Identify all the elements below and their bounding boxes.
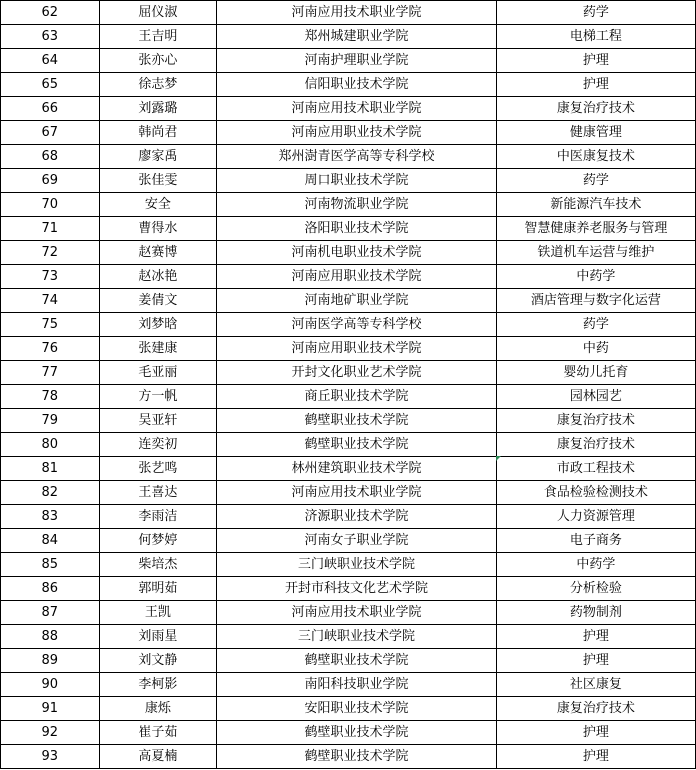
major-name-cell[interactable]: 护理 (496, 625, 695, 649)
major-name-cell[interactable]: 药学 (496, 169, 695, 193)
student-name-cell[interactable]: 崔子茹 (99, 721, 217, 745)
row-number-cell[interactable]: 84 (1, 529, 100, 553)
major-name-cell[interactable]: 护理 (496, 721, 695, 745)
student-name-cell[interactable]: 毛亚丽 (99, 361, 217, 385)
major-name-cell[interactable]: 分析检验 (496, 577, 695, 601)
major-name-cell[interactable]: 酒店管理与数字化运营 (496, 289, 695, 313)
student-name-cell[interactable]: 刘雨星 (99, 625, 217, 649)
major-name-cell[interactable]: 园林园艺 (496, 385, 695, 409)
major-name-cell[interactable]: 电梯工程 (496, 25, 695, 49)
school-name-cell[interactable]: 开封文化职业艺术学院 (217, 361, 497, 385)
student-name-cell[interactable]: 郭明茹 (99, 577, 217, 601)
student-name-cell[interactable]: 方一帆 (99, 385, 217, 409)
school-name-cell[interactable]: 南阳科技职业学院 (217, 673, 497, 697)
school-name-cell[interactable]: 河南护理职业学院 (217, 49, 497, 73)
major-name-cell[interactable]: 药学 (496, 313, 695, 337)
row-number-cell[interactable]: 90 (1, 673, 100, 697)
table-row (1, 265, 696, 289)
row-number-cell[interactable]: 67 (1, 121, 100, 145)
major-name-cell[interactable]: 护理 (496, 649, 695, 673)
table-row (1, 697, 696, 721)
school-name-cell[interactable]: 济源职业技术学院 (217, 505, 497, 529)
row-number-cell[interactable]: 66 (1, 97, 100, 121)
major-name-cell[interactable]: 康复治疗技术 (496, 409, 695, 433)
student-name-cell[interactable]: 张艺鸣 (99, 457, 217, 481)
student-name-cell[interactable]: 安全 (99, 193, 217, 217)
major-name-cell[interactable]: 中医康复技术 (496, 145, 695, 169)
table-row (1, 25, 696, 49)
student-name-cell[interactable]: 李柯影 (99, 673, 217, 697)
row-number-cell[interactable]: 81 (1, 457, 100, 481)
row-number-cell[interactable]: 82 (1, 481, 100, 505)
table-row (1, 457, 696, 481)
table-row (1, 385, 696, 409)
row-number-cell[interactable]: 91 (1, 697, 100, 721)
roster-body (1, 1, 696, 769)
row-number-cell[interactable]: 83 (1, 505, 100, 529)
school-name-cell[interactable]: 开封市科技文化艺术学院 (217, 577, 497, 601)
table-row (1, 241, 696, 265)
school-name-cell[interactable]: 河南物流职业学院 (217, 193, 497, 217)
student-name-cell[interactable]: 康烁 (99, 697, 217, 721)
student-name-cell[interactable]: 赵赛博 (99, 241, 217, 265)
school-name-cell[interactable]: 洛阳职业技术学院 (217, 217, 497, 241)
school-name-cell[interactable]: 河南应用技术职业学院 (217, 481, 497, 505)
major-name-cell[interactable]: 药物制剂 (496, 601, 695, 625)
major-name-cell[interactable]: 婴幼儿托育 (496, 361, 695, 385)
school-name-cell[interactable]: 河南机电职业技术学院 (217, 241, 497, 265)
table-row (1, 481, 696, 505)
table-row (1, 169, 696, 193)
row-number-cell[interactable]: 89 (1, 649, 100, 673)
table-row (1, 505, 696, 529)
school-name-cell[interactable]: 信阳职业技术学院 (217, 73, 497, 97)
student-name-cell[interactable]: 张建康 (99, 337, 217, 361)
row-number-cell[interactable]: 74 (1, 289, 100, 313)
table-row (1, 193, 696, 217)
student-name-cell[interactable]: 赵冰艳 (99, 265, 217, 289)
major-name-cell[interactable]: 药学 (496, 1, 695, 25)
row-number-cell[interactable]: 68 (1, 145, 100, 169)
table-row (1, 745, 696, 769)
school-name-cell[interactable]: 河南应用职业技术学院 (217, 265, 497, 289)
student-name-cell[interactable]: 姜倩文 (99, 289, 217, 313)
row-number-cell[interactable]: 85 (1, 553, 100, 577)
table-row (1, 337, 696, 361)
table-row (1, 97, 696, 121)
row-number-cell[interactable]: 88 (1, 625, 100, 649)
school-name-cell[interactable]: 鹤壁职业技术学院 (217, 433, 497, 457)
major-name-cell[interactable]: 康复治疗技术 (496, 97, 695, 121)
student-name-cell[interactable]: 徐志梦 (99, 73, 217, 97)
major-name-cell[interactable]: 康复治疗技术 (496, 697, 695, 721)
student-name-cell[interactable]: 王吉明 (99, 25, 217, 49)
school-name-cell[interactable]: 郑州澍青医学高等专科学校 (217, 145, 497, 169)
student-name-cell[interactable]: 张佳雯 (99, 169, 217, 193)
major-name-cell[interactable]: 护理 (496, 73, 695, 97)
table-row (1, 553, 696, 577)
school-name-cell[interactable]: 林州建筑职业技术学院 (217, 457, 497, 481)
row-number-cell[interactable]: 69 (1, 169, 100, 193)
major-name-cell[interactable]: 康复治疗技术 (496, 433, 695, 457)
major-name-cell[interactable]: 社区康复 (496, 673, 695, 697)
major-name-cell[interactable]: 护理 (496, 49, 695, 73)
row-number-cell[interactable]: 65 (1, 73, 100, 97)
row-number-cell[interactable]: 75 (1, 313, 100, 337)
row-number-cell[interactable]: 62 (1, 1, 100, 25)
table-row (1, 361, 696, 385)
row-number-cell[interactable]: 72 (1, 241, 100, 265)
major-name-cell[interactable]: 新能源汽车技术 (496, 193, 695, 217)
student-name-cell[interactable]: 张亦心 (99, 49, 217, 73)
table-row (1, 529, 696, 553)
school-name-cell[interactable]: 三门峡职业技术学院 (217, 625, 497, 649)
student-name-cell[interactable]: 李雨洁 (99, 505, 217, 529)
school-name-cell[interactable]: 鹤壁职业技术学院 (217, 721, 497, 745)
major-name-cell[interactable]: 健康管理 (496, 121, 695, 145)
table-row (1, 313, 696, 337)
table-row (1, 601, 696, 625)
student-name-cell[interactable]: 柴培杰 (99, 553, 217, 577)
school-name-cell[interactable]: 商丘职业技术学院 (217, 385, 497, 409)
row-number-cell[interactable]: 64 (1, 49, 100, 73)
major-name-cell[interactable]: 智慧健康养老服务与管理 (496, 217, 695, 241)
row-number-cell[interactable]: 92 (1, 721, 100, 745)
school-name-cell[interactable]: 鹤壁职业技术学院 (217, 409, 497, 433)
student-name-cell[interactable]: 吴亚轩 (99, 409, 217, 433)
student-name-cell[interactable]: 廖家禹 (99, 145, 217, 169)
school-name-cell[interactable]: 河南医学高等专科学校 (217, 313, 497, 337)
table-row (1, 1, 696, 25)
table-row (1, 145, 696, 169)
school-name-cell[interactable]: 河南应用技术职业学院 (217, 97, 497, 121)
row-number-cell[interactable]: 71 (1, 217, 100, 241)
school-name-cell[interactable]: 河南地矿职业学院 (217, 289, 497, 313)
row-number-cell[interactable]: 93 (1, 745, 100, 769)
row-number-cell[interactable]: 70 (1, 193, 100, 217)
table-row (1, 649, 696, 673)
student-name-cell[interactable]: 屈仪淑 (99, 1, 217, 25)
student-name-cell[interactable]: 何梦婷 (99, 529, 217, 553)
row-number-cell[interactable]: 76 (1, 337, 100, 361)
student-name-cell[interactable]: 曹得水 (99, 217, 217, 241)
table-row (1, 73, 696, 97)
school-name-cell[interactable]: 鹤壁职业技术学院 (217, 649, 497, 673)
cell-comment-marker (496, 456, 501, 461)
table-row (1, 577, 696, 601)
school-name-cell[interactable]: 鹤壁职业技术学院 (217, 745, 497, 769)
row-number-cell[interactable]: 63 (1, 25, 100, 49)
school-name-cell[interactable]: 河南应用技术职业学院 (217, 601, 497, 625)
school-name-cell[interactable]: 河南应用技术职业学院 (217, 1, 497, 25)
table-row (1, 49, 696, 73)
school-name-cell[interactable]: 安阳职业技术学院 (217, 697, 497, 721)
major-name-cell[interactable]: 中药学 (496, 553, 695, 577)
major-name-cell[interactable]: 人力资源管理 (496, 505, 695, 529)
school-name-cell[interactable]: 河南女子职业学院 (217, 529, 497, 553)
table-row (1, 433, 696, 457)
table-row (1, 217, 696, 241)
student-name-cell[interactable]: 刘露璐 (99, 97, 217, 121)
major-name-cell[interactable]: 市政工程技术 (496, 457, 695, 481)
student-name-cell[interactable]: 高夏楠 (99, 745, 217, 769)
table-row (1, 673, 696, 697)
school-name-cell[interactable]: 周口职业技术学院 (217, 169, 497, 193)
school-name-cell[interactable]: 河南应用职业技术学院 (217, 121, 497, 145)
row-number-cell[interactable]: 77 (1, 361, 100, 385)
major-name-cell[interactable]: 中药学 (496, 265, 695, 289)
student-name-cell[interactable]: 王喜达 (99, 481, 217, 505)
row-number-cell[interactable]: 87 (1, 601, 100, 625)
table-row (1, 625, 696, 649)
school-name-cell[interactable]: 河南应用职业技术学院 (217, 337, 497, 361)
major-name-cell[interactable]: 食品检验检测技术 (496, 481, 695, 505)
table-row (1, 409, 696, 433)
student-name-cell[interactable]: 刘梦晗 (99, 313, 217, 337)
student-name-cell[interactable]: 连奕初 (99, 433, 217, 457)
school-name-cell[interactable]: 郑州城建职业学院 (217, 25, 497, 49)
row-number-cell[interactable]: 80 (1, 433, 100, 457)
table-row (1, 121, 696, 145)
student-name-cell[interactable]: 王凯 (99, 601, 217, 625)
major-name-cell[interactable]: 铁道机车运营与维护 (496, 241, 695, 265)
row-number-cell[interactable]: 73 (1, 265, 100, 289)
major-name-cell[interactable]: 电子商务 (496, 529, 695, 553)
row-number-cell[interactable]: 86 (1, 577, 100, 601)
school-name-cell[interactable]: 三门峡职业技术学院 (217, 553, 497, 577)
major-name-cell[interactable]: 中药 (496, 337, 695, 361)
student-name-cell[interactable]: 刘文静 (99, 649, 217, 673)
row-number-cell[interactable]: 78 (1, 385, 100, 409)
student-name-cell[interactable]: 韩尚君 (99, 121, 217, 145)
major-name-cell[interactable]: 护理 (496, 745, 695, 769)
row-number-cell[interactable]: 79 (1, 409, 100, 433)
table-row (1, 289, 696, 313)
table-row (1, 721, 696, 745)
